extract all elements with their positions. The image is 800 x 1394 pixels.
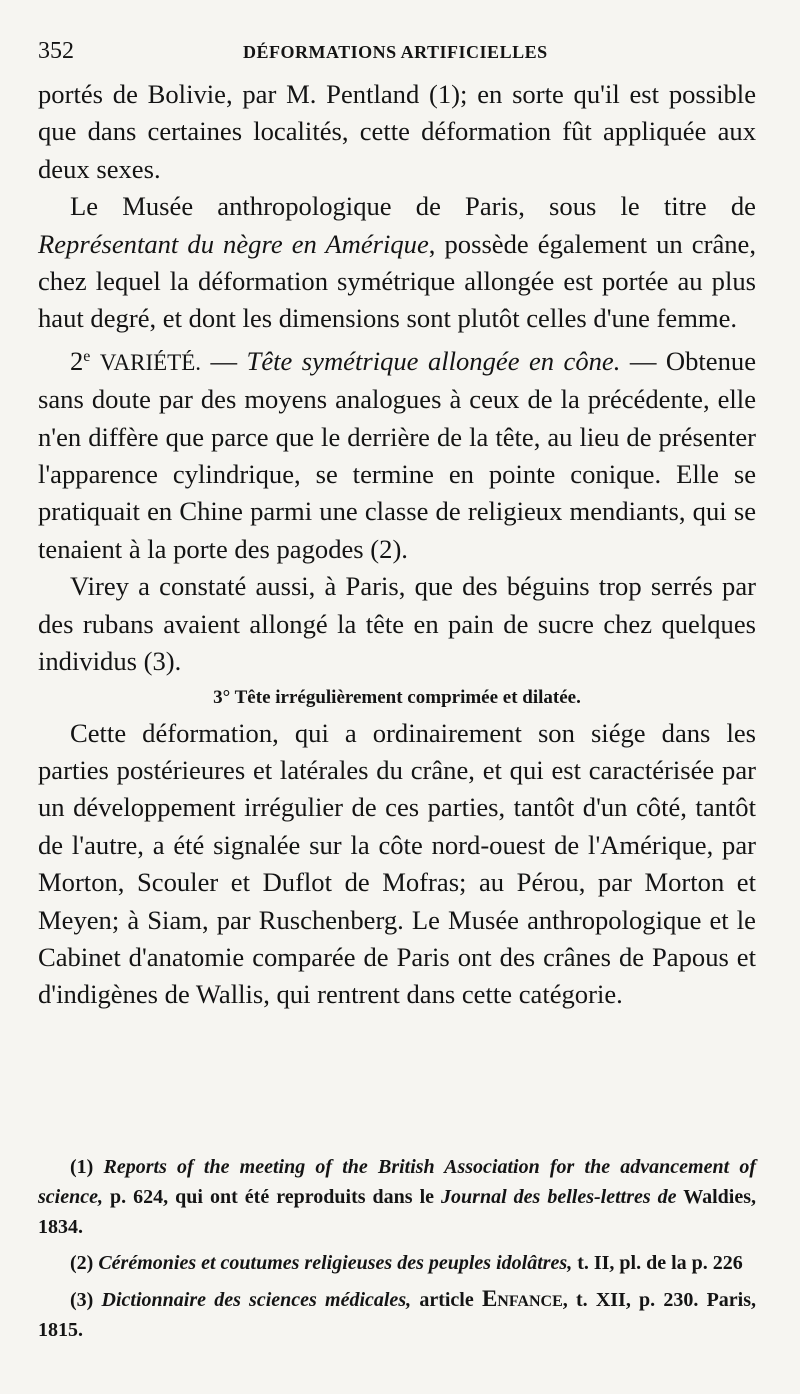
page-header — [38, 38, 738, 70]
variety-dash: — — [201, 345, 247, 376]
footnote-3-title: Dictionnaire des sciences médicales, — [101, 1289, 412, 1311]
footnote-1 — [38, 1152, 756, 1242]
footnotes — [38, 1152, 756, 1351]
paragraph-3-text: — Obtenue sans doute par des moyens analogues à ceux de la précédente, elle n'en diffère que parce que le derrière de la tête, au lieu de présenter l'apparence cylindrique, se termine en pointe conique. Elle se pratiquait en Chine parmi une classe de religieux mendiants, qui se tenaient à la porte des pagodes (2). — [38, 345, 756, 564]
paragraph-1: portés de Bolivie, par M. Pentland (1); en sorte qu'il est possible que dans certaines localités, cette déformation fût appliquée aux deux sexes. — [38, 79, 756, 184]
footnote-2 — [38, 1248, 756, 1278]
footnote-3 — [38, 1284, 756, 1345]
main-text — [38, 76, 756, 1014]
footnote-1-title: Reports of the meeting of the British Association for the advancement of science, — [38, 1156, 756, 1208]
footnote-2-title: Cérémonies et coutumes religieuses des peuples idolâtres, — [98, 1252, 573, 1274]
footnote-1-text-a: p. 624, qui ont été reproduits dans le — [102, 1186, 442, 1208]
paragraph-2 — [38, 188, 756, 338]
variety-number: 2 — [70, 345, 84, 376]
footnote-2-text: t. II, pl. de la p. 226 — [572, 1252, 743, 1274]
footnote-3-article: Enfance — [481, 1286, 563, 1311]
variety-title: Tête symétrique allongée en cône. — [246, 345, 621, 376]
paragraph-5: Cette déformation, qui a ordinairement son siége dans les parties postérieures et latérales du crâne, et qui est caractérisée par un développement irrégulier de ces parties, tantôt d'un côté, tantôt de l'autre, a été signalée sur la côte nord-ouest de l'Amérique, par Morton, Scouler et Duflot de Mofras; au Pérou, par Morton et Meyen; à Siam, par Ruschenberg. Le Musée anthropologique et le Cabinet d'anatomie comparée de Paris ont des crânes de Papous et d'indigènes de Wallis, qui rentrent dans cette catégorie. — [38, 717, 756, 1010]
section-title: 3° Tête irrégulièrement comprimée et dilatée. — [213, 686, 581, 708]
variety-superscript: e — [83, 347, 91, 365]
footnote-3-mark: (3) — [70, 1289, 102, 1311]
footnote-2-mark: (2) — [70, 1252, 99, 1274]
paragraph-4: Virey a constaté aussi, à Paris, que des béguins trop serrés par des rubans avaient allongé la tête en pain de sucre chez quelques individus (3). — [38, 571, 756, 677]
paragraph-3 — [38, 338, 756, 568]
running-title: DÉFORMATIONS ARTIFICIELLES — [243, 42, 548, 62]
footnote-3-text-b: , t. XII, p. 230. Paris, 1815. — [38, 1289, 757, 1341]
footnote-1-mark: (1) — [70, 1156, 104, 1178]
page-number: 352 — [38, 38, 74, 64]
paragraph-2-exhibit-title: Représentant du nègre en Amérique — [38, 228, 429, 259]
paragraph-2-text-b: , possède également un crâne, chez lequel la déformation symétrique allongée est portée au plus haut degré, et dont les dimensions sont plutôt celles d'une femme. — [38, 228, 756, 334]
footnote-1-journal: Journal des belles-lettres de — [441, 1186, 677, 1208]
variety-label: VARIÉTÉ. — [99, 349, 202, 375]
paragraph-2-text-a: Le Musée anthropologique de Paris, sous le titre de — [70, 191, 756, 222]
footnote-3-text-a: article — [411, 1289, 482, 1311]
footnote-1-text-b: Waldies, 1834. — [38, 1186, 756, 1238]
